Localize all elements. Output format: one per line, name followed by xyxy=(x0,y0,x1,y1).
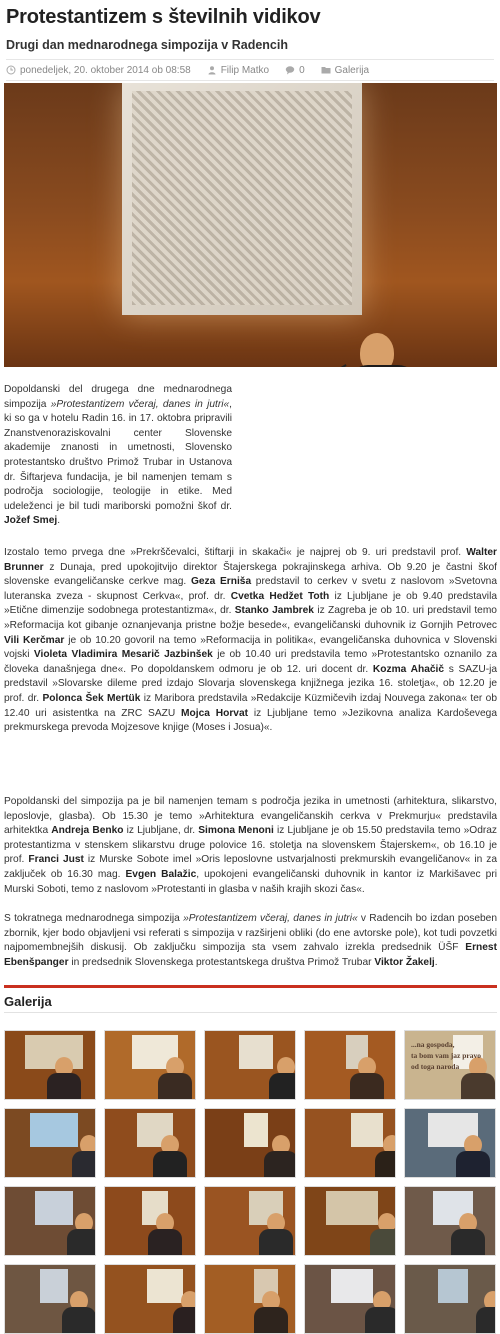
section-divider xyxy=(4,985,497,988)
gallery-thumbnail[interactable] xyxy=(204,1030,296,1100)
text-run: iz Ljubljane, dr. xyxy=(123,825,199,837)
gallery-thumbnail[interactable] xyxy=(404,1030,496,1100)
thumb-slide-text xyxy=(411,1039,491,1072)
gallery-thumbnail[interactable] xyxy=(104,1108,196,1178)
gallery-thumbnail[interactable] xyxy=(204,1108,296,1178)
meta-category[interactable] xyxy=(321,65,369,76)
gallery-thumbnail[interactable] xyxy=(404,1186,496,1256)
gallery-thumbnail[interactable] xyxy=(104,1264,196,1334)
text-run: predstavil to cerkev v svetu z naslovom »Svetovna luteranska zveza - skupnost Cerkva«, prof. dr. xyxy=(4,576,497,602)
thumb-figure-body xyxy=(67,1229,96,1255)
article-subtitle: Drugi dan mednarodnega simpozija v Radencih xyxy=(6,38,288,52)
thumb-figure-body xyxy=(158,1073,192,1099)
gallery-thumbnail[interactable] xyxy=(404,1264,496,1334)
text-run: iz Maribora predstavila »Redakcije Küzmičevih izdaj Nouvega zakona« ter ob 12.40 uri asistentka na ZRC SAZU xyxy=(4,692,498,719)
person-name: Franci Just xyxy=(28,854,84,866)
text-run: in predsednik Slovenskega protestantskega društva Primož Trubar xyxy=(68,956,375,968)
gallery-thumbnail[interactable] xyxy=(4,1186,96,1256)
thumb-screen xyxy=(25,1035,83,1069)
article-paragraph-2 xyxy=(4,546,497,736)
text-run: . xyxy=(434,956,438,968)
text-run: iz Ljubljane je ob 15.50 predstavila temo »Odraz protestantizma v stenskem slikarstvu druge polovice 16. stoletja na slovenskem Štajerskem«, ob 16.10 je prof. xyxy=(4,825,498,866)
meta-author[interactable] xyxy=(207,65,269,76)
meta-comments-count: 0 xyxy=(299,64,305,76)
person-name: Polonca Šek Mertük xyxy=(42,692,141,704)
text-run: Izostalo temo prvega dne »Prekrščevalci, štiftarji in skakači« je najprej ob 9. uri predstavil prof. xyxy=(4,547,467,558)
person-name: Evgen Balažic xyxy=(125,868,197,880)
thumb-slide-line: ...na gospoda, xyxy=(411,1040,455,1049)
thumb-screen xyxy=(239,1035,273,1069)
engraving-image xyxy=(132,91,352,305)
thumb-figure-body xyxy=(269,1073,296,1099)
text-run: S tokratnega mednarodnega simpozija xyxy=(4,913,184,924)
text-run: Dopoldanski del drugega dne mednarodnega simpozija xyxy=(4,384,232,410)
text-run: Popoldanski del simpozija pa je bil namenjen temam s področja jezika in umetnosti (arhitektura, slikarstvo, leposlovje, glasba). Ob 15.30 je temo »Arhitektura evangeličanskih cerkva v Prekmurju« predstavila arhitektka xyxy=(4,796,497,837)
thumb-screen xyxy=(438,1269,468,1303)
thumb-figure-body xyxy=(153,1151,187,1177)
thumb-figure-body xyxy=(370,1229,396,1255)
thumb-screen xyxy=(40,1269,68,1303)
thumb-figure-body xyxy=(47,1073,81,1099)
article-paragraph-3 xyxy=(4,795,497,897)
meta-comments[interactable] xyxy=(285,65,305,76)
article-title: Protestantizem s številnih vidikov xyxy=(6,6,321,28)
gallery-thumbnail[interactable] xyxy=(104,1030,196,1100)
gallery-thumbnail[interactable] xyxy=(4,1108,96,1178)
thumb-screen xyxy=(326,1191,378,1225)
text-run: iz Ljubljane je ob 9.40 predstavila »Etične dimenzije sodobnega protestantizma«, dr. xyxy=(4,590,497,617)
article-meta xyxy=(6,59,494,81)
person-name: Stanko Jambrek xyxy=(234,605,314,617)
text-run: iz Murske Sobote imel »Oris leposlovne ustvarjalnosti prekmurskih evangeličanov« in za zaključek ob 16.30 mag. xyxy=(4,854,498,880)
gallery-thumbnail[interactable] xyxy=(304,1186,396,1256)
meta-date xyxy=(6,65,191,76)
clock-icon xyxy=(6,65,16,75)
thumb-figure-body xyxy=(148,1229,182,1255)
projection-screen xyxy=(122,83,362,315)
symposium-title: »Protestantizem včeraj, danes in jutri« xyxy=(183,913,358,924)
meta-author-text: Filip Matko xyxy=(220,64,270,76)
thumb-figure-body xyxy=(456,1151,490,1177)
person-name: Ernest Ebenšpanger xyxy=(4,942,497,968)
thumb-screen xyxy=(147,1269,183,1303)
thumb-screen xyxy=(331,1269,373,1303)
person-name: Kozma Ahačič xyxy=(372,663,445,675)
gallery-divider xyxy=(4,1012,497,1013)
gallery-thumbnail[interactable] xyxy=(204,1186,296,1256)
person-name: Jožef Smej xyxy=(4,515,58,527)
text-run: je ob 10.40 uri predstavila temo »Protestantsko oznanilo za človeka današnjega dne«. Po dopoldanskem odmoru je ob 12. uri docent dr. xyxy=(4,649,497,675)
thumb-figure-body xyxy=(365,1307,396,1333)
person-name: Violeta Vladimira Mesarič Jazbinšek xyxy=(33,649,213,661)
text-run: iz Zagreba je ob 10. uri predstavil temo »Reformacija kot gibanje oznanjevanja pristne božje besede«, evangeličanski duhovnik iz Gornjih Petrovec xyxy=(4,605,497,631)
text-run: . xyxy=(57,515,61,527)
person-name: Cvetka Hedžet Toth xyxy=(230,590,330,602)
thumb-figure-body xyxy=(451,1229,485,1255)
user-icon xyxy=(207,65,217,75)
gallery-thumbnail[interactable] xyxy=(304,1108,396,1178)
article-paragraph-4 xyxy=(4,912,497,970)
thumb-figure-body xyxy=(375,1151,396,1177)
article-paragraph-1 xyxy=(4,383,232,529)
thumb-screen xyxy=(351,1113,383,1147)
gallery-title: Galerija xyxy=(4,994,52,1009)
gallery-thumbnail[interactable] xyxy=(104,1186,196,1256)
gallery-thumbnail[interactable] xyxy=(404,1108,496,1178)
gallery-thumbnail[interactable] xyxy=(4,1264,96,1334)
text-run: v Radencih bo izdan poseben zbornik, kjer bodo objavljeni vsi referati s simpozija v razširjeni obliki (do ene avtorske pole), kot tudi povzetki najpomembnejših diskusij. Ob zaključku simpozija sta vsem zahvalo izrekla predsednik ÜŠF xyxy=(4,913,497,954)
gallery-grid xyxy=(4,1030,498,1334)
thumb-screen xyxy=(35,1191,73,1225)
speaker-figure xyxy=(360,333,394,367)
thumb-figure-body xyxy=(264,1151,296,1177)
thumb-figure-body xyxy=(461,1073,495,1099)
gallery-thumbnail[interactable] xyxy=(304,1264,396,1334)
thumb-figure-body xyxy=(476,1307,496,1333)
gallery-thumbnail[interactable] xyxy=(304,1030,396,1100)
thumb-figure-body xyxy=(62,1307,96,1333)
person-name: Walter Brunner xyxy=(4,547,497,573)
thumb-figure-body xyxy=(173,1307,196,1333)
text-run: iz Ljubljane temo »Jezikovna analiza Kardoševega prekmurskega prevoda Mojzesove knjige (Moses i Josua)«. xyxy=(4,707,498,734)
meta-date-text: ponedeljek, 20. oktober 2014 ob 08:58 xyxy=(20,64,191,76)
symposium-title: »Protestantizem včeraj, danes in jutri« xyxy=(50,398,230,410)
person-name: Mojca Horvat xyxy=(181,707,249,719)
gallery-thumbnail[interactable] xyxy=(204,1264,296,1334)
thumb-figure-body xyxy=(259,1229,293,1255)
thumb-figure-body xyxy=(254,1307,288,1333)
speaker-figure-body xyxy=(348,365,418,367)
thumb-screen xyxy=(244,1113,268,1147)
thumb-figure-body xyxy=(72,1151,96,1177)
thumb-slide-line: od toga naroda xyxy=(411,1062,460,1071)
meta-category-text: Galerija xyxy=(334,64,370,76)
text-run: , ki so ga v hotelu Radin 16. in 17. oktobra pripravili Znanstvenoraziskovalni center Slovenske akademije znanosti in umetnosti, Slovensko protestantsko društvo Primož Trubar in Ustanova dr. Šiftarjeva fundacija, je bil namenjen temam s področja sociologije, teologije in etike. Med udeleženci je bil tudi mariborski pomožni škof dr. xyxy=(4,398,232,512)
comment-icon xyxy=(285,65,295,75)
thumb-slide-line: ta bom vam jaz pravo xyxy=(411,1051,481,1060)
person-name: Viktor Žakelj xyxy=(374,956,435,968)
text-run: je ob 10.20 govoril na temo »Reformacija in politika«, evangeličanska duhovnica v Slovenski vojski xyxy=(4,634,497,661)
microphone xyxy=(321,364,346,367)
gallery-thumbnail[interactable] xyxy=(4,1030,96,1100)
folder-icon xyxy=(321,65,331,75)
text-run: s SAZU-ja predstavil »Slovarske dileme pred izdajo Slovarja slovenskega knjižnega jezika 16. stoletja«, ob 12.20 je prof. dr. xyxy=(4,663,498,704)
text-run: , upokojeni evangeličanski duhovnik in kantor iz Markišavec pri Murski Soboti, temo z naslovom »Protestanti in glasba v naših krajih skozi čas«. xyxy=(4,868,497,895)
person-name: Andreja Benko xyxy=(51,825,124,837)
thumb-screen xyxy=(30,1113,78,1147)
text-run: z Dunaja, pred upokojitvijo direktor Štajerskega pokrajinskega arhiva. Ob 9.20 je častni škof slovenske evangeličanske cerkve mag. xyxy=(4,561,497,588)
article-hero-image[interactable] xyxy=(4,83,497,367)
person-name: Vili Kerčmar xyxy=(4,634,65,646)
thumb-figure-body xyxy=(350,1073,384,1099)
person-name: Geza Erniša xyxy=(190,576,252,588)
person-name: Simona Menoni xyxy=(198,825,274,837)
